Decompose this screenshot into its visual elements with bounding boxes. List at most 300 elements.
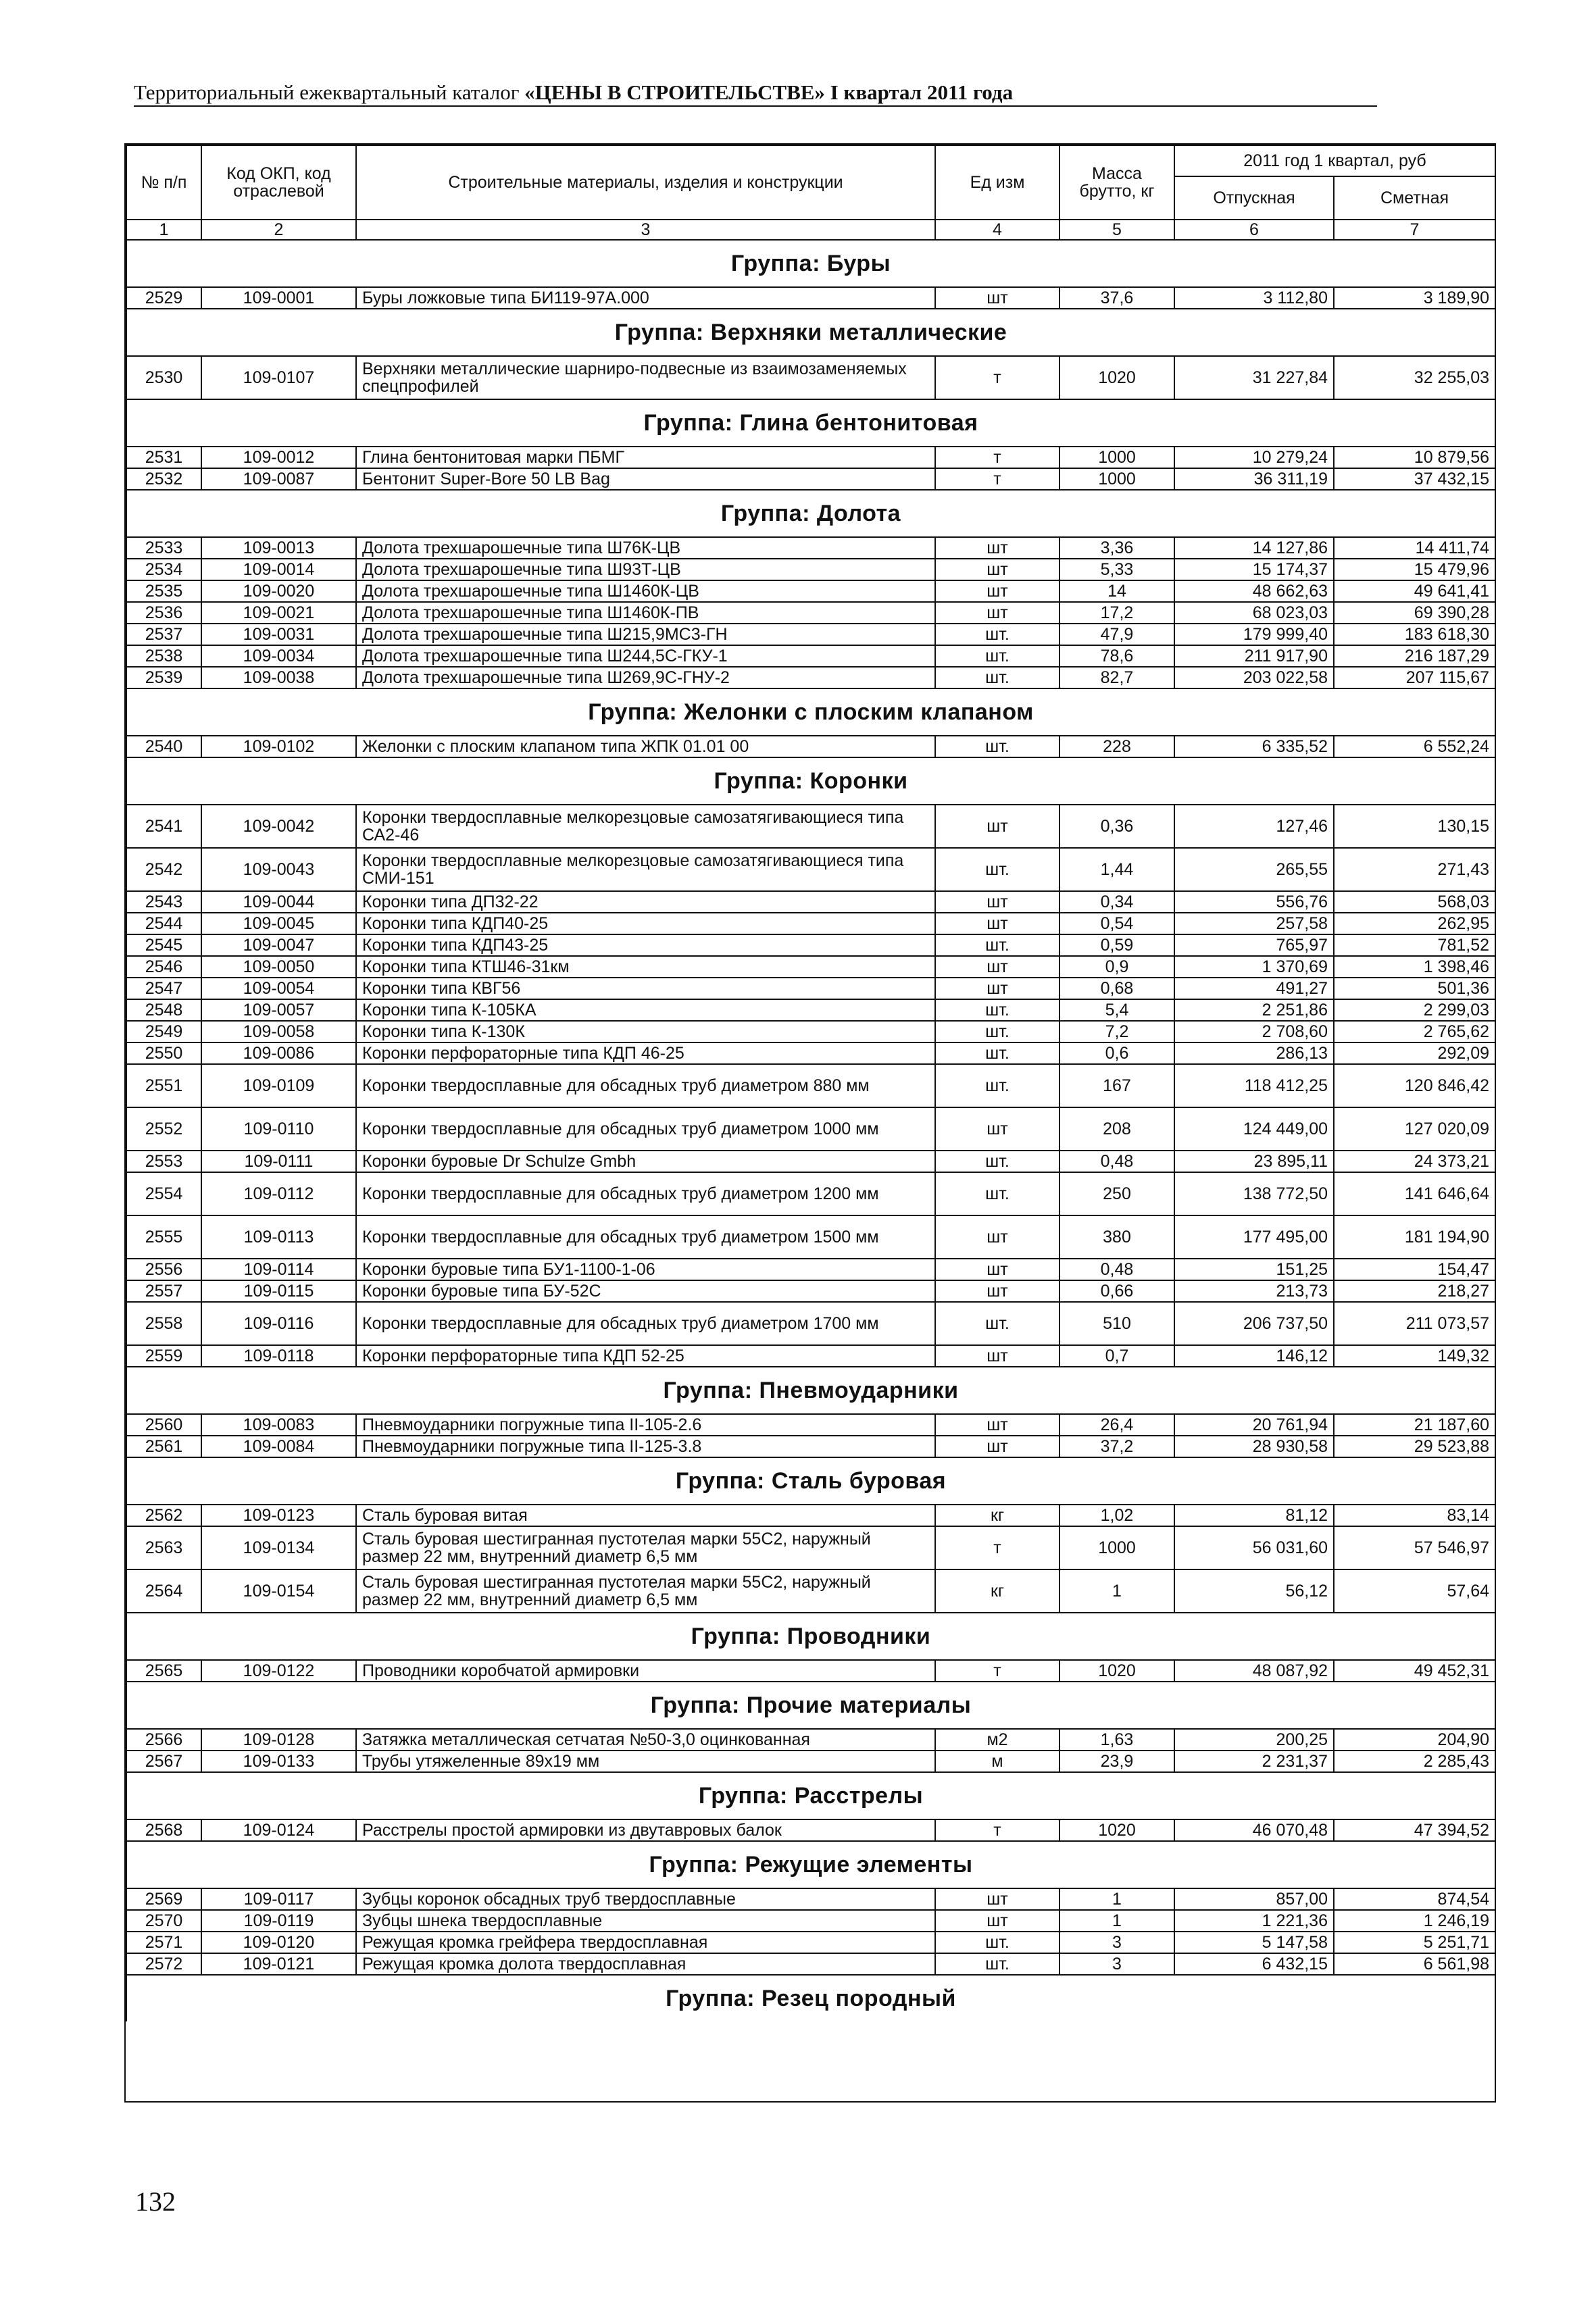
cell-unit: шт. bbox=[935, 1953, 1059, 1975]
group-row bbox=[126, 490, 1495, 537]
cell-estimate-price: 568,03 bbox=[1334, 891, 1495, 913]
price-table bbox=[126, 145, 1496, 2021]
cell-release-price: 68 023,03 bbox=[1174, 602, 1334, 624]
cell-number: 2564 bbox=[126, 1569, 201, 1613]
cell-estimate-price: 271,43 bbox=[1334, 848, 1495, 891]
cell-unit: шт. bbox=[935, 645, 1059, 667]
cell-code: 109-0014 bbox=[201, 559, 356, 580]
cell-release-price: 5 147,58 bbox=[1174, 1932, 1334, 1953]
col-index-6: 6 bbox=[1174, 220, 1334, 240]
cell-unit: шт bbox=[935, 1280, 1059, 1302]
cell-estimate-price: 781,52 bbox=[1334, 934, 1495, 956]
cell-number: 2531 bbox=[126, 447, 201, 468]
cell-unit: шт. bbox=[935, 624, 1059, 645]
cell-code: 109-0113 bbox=[201, 1215, 356, 1259]
cell-mass: 82,7 bbox=[1059, 667, 1174, 688]
cell-unit: шт bbox=[935, 580, 1059, 602]
cell-code: 109-0128 bbox=[201, 1729, 356, 1751]
cell-code: 109-0118 bbox=[201, 1345, 356, 1367]
cell-unit: т bbox=[935, 1526, 1059, 1569]
cell-unit: т bbox=[935, 1819, 1059, 1841]
cell-code: 109-0121 bbox=[201, 1953, 356, 1975]
cell-release-price: 257,58 bbox=[1174, 913, 1334, 934]
cell-release-price: 213,73 bbox=[1174, 1280, 1334, 1302]
cell-estimate-price: 3 189,90 bbox=[1334, 287, 1495, 309]
cell-number: 2544 bbox=[126, 913, 201, 934]
table-row bbox=[126, 537, 1495, 559]
table-row bbox=[126, 1151, 1495, 1172]
cell-unit: шт. bbox=[935, 999, 1059, 1021]
cell-mass: 167 bbox=[1059, 1064, 1174, 1107]
cell-estimate-price: 37 432,15 bbox=[1334, 468, 1495, 490]
cell-mass: 3,36 bbox=[1059, 537, 1174, 559]
table-row bbox=[126, 1932, 1495, 1953]
cell-release-price: 286,13 bbox=[1174, 1042, 1334, 1064]
cell-mass: 37,2 bbox=[1059, 1436, 1174, 1457]
cell-number: 2546 bbox=[126, 956, 201, 978]
cell-mass: 380 bbox=[1059, 1215, 1174, 1259]
cell-name: Коронки твердосплавные для обсадных труб диаметром 1500 мм bbox=[356, 1215, 935, 1259]
header-part1: Территориальный ежеквартальный каталог bbox=[134, 80, 525, 104]
table-row bbox=[126, 356, 1495, 399]
cell-unit: т bbox=[935, 468, 1059, 490]
cell-unit: шт bbox=[935, 978, 1059, 999]
cell-code: 109-0111 bbox=[201, 1151, 356, 1172]
cell-mass: 0,59 bbox=[1059, 934, 1174, 956]
cell-mass: 1020 bbox=[1059, 1819, 1174, 1841]
col-num-header: № п/п bbox=[126, 145, 201, 220]
cell-number: 2537 bbox=[126, 624, 201, 645]
table-row bbox=[126, 736, 1495, 757]
cell-number: 2569 bbox=[126, 1888, 201, 1910]
cell-release-price: 15 174,37 bbox=[1174, 559, 1334, 580]
group-row bbox=[126, 1682, 1495, 1729]
table-row bbox=[126, 1751, 1495, 1772]
cell-release-price: 1 370,69 bbox=[1174, 956, 1334, 978]
cell-code: 109-0112 bbox=[201, 1172, 356, 1215]
cell-mass: 14 bbox=[1059, 580, 1174, 602]
table-row bbox=[126, 1910, 1495, 1932]
cell-unit: шт bbox=[935, 559, 1059, 580]
table-row bbox=[126, 1819, 1495, 1841]
cell-name: Коронки перфораторные типа КДП 52-25 bbox=[356, 1345, 935, 1367]
cell-mass: 208 bbox=[1059, 1107, 1174, 1151]
cell-mass: 0,48 bbox=[1059, 1259, 1174, 1280]
cell-name: Глина бентонитовая марки ПБМГ bbox=[356, 447, 935, 468]
cell-name: Коронки типа КДП40-25 bbox=[356, 913, 935, 934]
cell-release-price: 56 031,60 bbox=[1174, 1526, 1334, 1569]
cell-number: 2568 bbox=[126, 1819, 201, 1841]
table-row bbox=[126, 978, 1495, 999]
cell-number: 2541 bbox=[126, 805, 201, 848]
cell-release-price: 20 761,94 bbox=[1174, 1414, 1334, 1436]
cell-mass: 17,2 bbox=[1059, 602, 1174, 624]
cell-code: 109-0031 bbox=[201, 624, 356, 645]
table-row bbox=[126, 624, 1495, 645]
cell-mass: 0,36 bbox=[1059, 805, 1174, 848]
cell-release-price: 81,12 bbox=[1174, 1505, 1334, 1526]
cell-unit: шт bbox=[935, 1259, 1059, 1280]
cell-estimate-price: 183 618,30 bbox=[1334, 624, 1495, 645]
table-row bbox=[126, 1505, 1495, 1526]
col-index-1: 1 bbox=[126, 220, 201, 240]
cell-mass: 5,33 bbox=[1059, 559, 1174, 580]
cell-release-price: 56,12 bbox=[1174, 1569, 1334, 1613]
group-title: Группа: Желонки с плоским клапаном bbox=[126, 688, 1495, 736]
cell-number: 2554 bbox=[126, 1172, 201, 1215]
group-title: Группа: Пневмоударники bbox=[126, 1367, 1495, 1414]
cell-name: Коронки типа К-105КА bbox=[356, 999, 935, 1021]
cell-estimate-price: 83,14 bbox=[1334, 1505, 1495, 1526]
cell-name: Коронки типа КДП43-25 bbox=[356, 934, 935, 956]
cell-estimate-price: 141 646,64 bbox=[1334, 1172, 1495, 1215]
cell-code: 109-0050 bbox=[201, 956, 356, 978]
cell-code: 109-0034 bbox=[201, 645, 356, 667]
cell-number: 2549 bbox=[126, 1021, 201, 1042]
cell-name: Расстрелы простой армировки из двутавровых балок bbox=[356, 1819, 935, 1841]
cell-estimate-price: 207 115,67 bbox=[1334, 667, 1495, 688]
cell-number: 2542 bbox=[126, 848, 201, 891]
group-title: Группа: Долота bbox=[126, 490, 1495, 537]
cell-name: Зубцы коронок обсадных труб твердосплавные bbox=[356, 1888, 935, 1910]
table-header bbox=[126, 145, 1495, 240]
table-row bbox=[126, 1215, 1495, 1259]
group-row bbox=[126, 399, 1495, 447]
cell-estimate-price: 14 411,74 bbox=[1334, 537, 1495, 559]
group-row bbox=[126, 757, 1495, 805]
cell-estimate-price: 130,15 bbox=[1334, 805, 1495, 848]
cell-estimate-price: 2 765,62 bbox=[1334, 1021, 1495, 1042]
cell-release-price: 46 070,48 bbox=[1174, 1819, 1334, 1841]
cell-release-price: 556,76 bbox=[1174, 891, 1334, 913]
group-row bbox=[126, 1975, 1495, 2021]
col-index-5: 5 bbox=[1059, 220, 1174, 240]
cell-code: 109-0057 bbox=[201, 999, 356, 1021]
cell-number: 2532 bbox=[126, 468, 201, 490]
cell-estimate-price: 32 255,03 bbox=[1334, 356, 1495, 399]
cell-estimate-price: 154,47 bbox=[1334, 1259, 1495, 1280]
cell-mass: 37,6 bbox=[1059, 287, 1174, 309]
cell-estimate-price: 874,54 bbox=[1334, 1888, 1495, 1910]
cell-release-price: 1 221,36 bbox=[1174, 1910, 1334, 1932]
cell-unit: шт. bbox=[935, 1302, 1059, 1345]
cell-number: 2566 bbox=[126, 1729, 201, 1751]
cell-release-price: 3 112,80 bbox=[1174, 287, 1334, 309]
cell-mass: 228 bbox=[1059, 736, 1174, 757]
cell-code: 109-0001 bbox=[201, 287, 356, 309]
group-row bbox=[126, 1841, 1495, 1888]
group-title: Группа: Прочие материалы bbox=[126, 1682, 1495, 1729]
cell-release-price: 36 311,19 bbox=[1174, 468, 1334, 490]
col-mass-header: Масса брутто, кг bbox=[1059, 145, 1174, 220]
cell-estimate-price: 49 641,41 bbox=[1334, 580, 1495, 602]
cell-code: 109-0042 bbox=[201, 805, 356, 848]
cell-mass: 1020 bbox=[1059, 1660, 1174, 1682]
cell-release-price: 127,46 bbox=[1174, 805, 1334, 848]
cell-name: Коронки твердосплавные для обсадных труб диаметром 1700 мм bbox=[356, 1302, 935, 1345]
price-table-frame bbox=[124, 143, 1496, 2103]
cell-mass: 7,2 bbox=[1059, 1021, 1174, 1042]
cell-unit: шт bbox=[935, 1910, 1059, 1932]
table-row bbox=[126, 1042, 1495, 1064]
table-row bbox=[126, 559, 1495, 580]
cell-name: Долота трехшарошечные типа Ш269,9С-ГНУ-2 bbox=[356, 667, 935, 688]
cell-release-price: 48 087,92 bbox=[1174, 1660, 1334, 1682]
cell-number: 2565 bbox=[126, 1660, 201, 1682]
cell-code: 109-0110 bbox=[201, 1107, 356, 1151]
cell-code: 109-0124 bbox=[201, 1819, 356, 1841]
col-unit-header: Ед изм bbox=[935, 145, 1059, 220]
cell-number: 2529 bbox=[126, 287, 201, 309]
cell-estimate-price: 2 285,43 bbox=[1334, 1751, 1495, 1772]
cell-unit: шт. bbox=[935, 934, 1059, 956]
cell-unit: шт. bbox=[935, 1064, 1059, 1107]
cell-mass: 1000 bbox=[1059, 1526, 1174, 1569]
cell-unit: кг bbox=[935, 1569, 1059, 1613]
cell-release-price: 200,25 bbox=[1174, 1729, 1334, 1751]
cell-unit: шт. bbox=[935, 736, 1059, 757]
cell-name: Проводники коробчатой армировки bbox=[356, 1660, 935, 1682]
group-title: Группа: Верхняки металлические bbox=[126, 309, 1495, 356]
group-row bbox=[126, 688, 1495, 736]
cell-code: 109-0123 bbox=[201, 1505, 356, 1526]
table-row bbox=[126, 1064, 1495, 1107]
table-row bbox=[126, 602, 1495, 624]
table-row bbox=[126, 1888, 1495, 1910]
cell-code: 109-0102 bbox=[201, 736, 356, 757]
cell-name: Коронки твердосплавные для обсадных труб диаметром 1200 мм bbox=[356, 1172, 935, 1215]
cell-name: Коронки типа КВГ56 bbox=[356, 978, 935, 999]
cell-estimate-price: 204,90 bbox=[1334, 1729, 1495, 1751]
table-row bbox=[126, 913, 1495, 934]
cell-release-price: 2 251,86 bbox=[1174, 999, 1334, 1021]
cell-estimate-price: 69 390,28 bbox=[1334, 602, 1495, 624]
table-row bbox=[126, 1259, 1495, 1280]
cell-estimate-price: 127 020,09 bbox=[1334, 1107, 1495, 1151]
cell-code: 109-0114 bbox=[201, 1259, 356, 1280]
cell-mass: 1,02 bbox=[1059, 1505, 1174, 1526]
table-row bbox=[126, 934, 1495, 956]
cell-unit: шт. bbox=[935, 1021, 1059, 1042]
cell-number: 2535 bbox=[126, 580, 201, 602]
cell-unit: шт bbox=[935, 1345, 1059, 1367]
cell-unit: шт. bbox=[935, 667, 1059, 688]
cell-name: Коронки буровые Dr Schulze Gmbh bbox=[356, 1151, 935, 1172]
cell-code: 109-0012 bbox=[201, 447, 356, 468]
cell-mass: 26,4 bbox=[1059, 1414, 1174, 1436]
cell-code: 109-0054 bbox=[201, 978, 356, 999]
cell-release-price: 203 022,58 bbox=[1174, 667, 1334, 688]
cell-unit: шт bbox=[935, 805, 1059, 848]
cell-release-price: 177 495,00 bbox=[1174, 1215, 1334, 1259]
cell-mass: 3 bbox=[1059, 1932, 1174, 1953]
table-row bbox=[126, 1280, 1495, 1302]
cell-unit: шт bbox=[935, 1215, 1059, 1259]
cell-estimate-price: 57 546,97 bbox=[1334, 1526, 1495, 1569]
cell-number: 2561 bbox=[126, 1436, 201, 1457]
cell-release-price: 138 772,50 bbox=[1174, 1172, 1334, 1215]
cell-mass: 47,9 bbox=[1059, 624, 1174, 645]
cell-name: Пневмоударники погружные типа II-105-2.6 bbox=[356, 1414, 935, 1436]
col-estimate-header: Сметная bbox=[1334, 176, 1495, 220]
cell-mass: 250 bbox=[1059, 1172, 1174, 1215]
cell-release-price: 211 917,90 bbox=[1174, 645, 1334, 667]
group-title: Группа: Проводники bbox=[126, 1613, 1495, 1660]
cell-number: 2563 bbox=[126, 1526, 201, 1569]
cell-unit: т bbox=[935, 447, 1059, 468]
cell-code: 109-0122 bbox=[201, 1660, 356, 1682]
cell-code: 109-0083 bbox=[201, 1414, 356, 1436]
col-index-2: 2 bbox=[201, 220, 356, 240]
group-title: Группа: Расстрелы bbox=[126, 1772, 1495, 1819]
cell-unit: шт bbox=[935, 891, 1059, 913]
cell-unit: шт bbox=[935, 956, 1059, 978]
cell-mass: 1000 bbox=[1059, 447, 1174, 468]
col-release-header: Отпускная bbox=[1174, 176, 1334, 220]
table-row bbox=[126, 1436, 1495, 1457]
cell-name: Коронки типа К-130К bbox=[356, 1021, 935, 1042]
cell-number: 2570 bbox=[126, 1910, 201, 1932]
cell-name: Коронки типа ДП32-22 bbox=[356, 891, 935, 913]
table-row bbox=[126, 1021, 1495, 1042]
cell-number: 2536 bbox=[126, 602, 201, 624]
cell-mass: 510 bbox=[1059, 1302, 1174, 1345]
cell-code: 109-0109 bbox=[201, 1064, 356, 1107]
cell-unit: шт bbox=[935, 1436, 1059, 1457]
cell-estimate-price: 218,27 bbox=[1334, 1280, 1495, 1302]
cell-release-price: 31 227,84 bbox=[1174, 356, 1334, 399]
cell-unit: шт. bbox=[935, 1042, 1059, 1064]
cell-release-price: 765,97 bbox=[1174, 934, 1334, 956]
cell-code: 109-0043 bbox=[201, 848, 356, 891]
table-row bbox=[126, 1660, 1495, 1682]
cell-estimate-price: 1 246,19 bbox=[1334, 1910, 1495, 1932]
cell-code: 109-0115 bbox=[201, 1280, 356, 1302]
cell-estimate-price: 57,64 bbox=[1334, 1569, 1495, 1613]
cell-name: Долота трехшарошечные типа Ш93Т-ЦВ bbox=[356, 559, 935, 580]
cell-number: 2543 bbox=[126, 891, 201, 913]
cell-mass: 1 bbox=[1059, 1910, 1174, 1932]
cell-name: Буры ложковые типа БИ119-97А.000 bbox=[356, 287, 935, 309]
cell-estimate-price: 211 073,57 bbox=[1334, 1302, 1495, 1345]
cell-estimate-price: 49 452,31 bbox=[1334, 1660, 1495, 1682]
cell-estimate-price: 5 251,71 bbox=[1334, 1932, 1495, 1953]
cell-name: Коронки твердосплавные для обсадных труб диаметром 1000 мм bbox=[356, 1107, 935, 1151]
cell-estimate-price: 6 561,98 bbox=[1334, 1953, 1495, 1975]
cell-name: Пневмоударники погружные типа II-125-3.8 bbox=[356, 1436, 935, 1457]
table-row bbox=[126, 1107, 1495, 1151]
cell-release-price: 206 737,50 bbox=[1174, 1302, 1334, 1345]
cell-release-price: 23 895,11 bbox=[1174, 1151, 1334, 1172]
cell-unit: шт. bbox=[935, 1932, 1059, 1953]
col-period-header: 2011 год 1 квартал, руб bbox=[1174, 145, 1495, 176]
cell-number: 2533 bbox=[126, 537, 201, 559]
cell-mass: 0,68 bbox=[1059, 978, 1174, 999]
cell-number: 2572 bbox=[126, 1953, 201, 1975]
cell-number: 2539 bbox=[126, 667, 201, 688]
cell-estimate-price: 1 398,46 bbox=[1334, 956, 1495, 978]
cell-name: Зубцы шнека твердосплавные bbox=[356, 1910, 935, 1932]
cell-code: 109-0120 bbox=[201, 1932, 356, 1953]
cell-mass: 3 bbox=[1059, 1953, 1174, 1975]
cell-name: Коронки буровые типа БУ-52С bbox=[356, 1280, 935, 1302]
cell-estimate-price: 24 373,21 bbox=[1334, 1151, 1495, 1172]
cell-mass: 1 bbox=[1059, 1569, 1174, 1613]
cell-name: Коронки твердосплавные для обсадных труб диаметром 880 мм bbox=[356, 1064, 935, 1107]
cell-estimate-price: 149,32 bbox=[1334, 1345, 1495, 1367]
cell-mass: 23,9 bbox=[1059, 1751, 1174, 1772]
cell-number: 2534 bbox=[126, 559, 201, 580]
cell-name: Верхняки металлические шарниро-подвесные из взаимозаменяемых спецпрофилей bbox=[356, 356, 935, 399]
table-row bbox=[126, 999, 1495, 1021]
table-row bbox=[126, 1953, 1495, 1975]
cell-code: 109-0084 bbox=[201, 1436, 356, 1457]
cell-estimate-price: 47 394,52 bbox=[1334, 1819, 1495, 1841]
cell-name: Коронки твердосплавные мелкорезцовые самозатягивающиеся типа СА2-46 bbox=[356, 805, 935, 848]
cell-mass: 1 bbox=[1059, 1888, 1174, 1910]
col-index-4: 4 bbox=[935, 220, 1059, 240]
cell-number: 2552 bbox=[126, 1107, 201, 1151]
group-row bbox=[126, 240, 1495, 287]
cell-estimate-price: 501,36 bbox=[1334, 978, 1495, 999]
cell-number: 2553 bbox=[126, 1151, 201, 1172]
cell-estimate-price: 292,09 bbox=[1334, 1042, 1495, 1064]
cell-unit: шт bbox=[935, 1414, 1059, 1436]
cell-release-price: 265,55 bbox=[1174, 848, 1334, 891]
cell-unit: шт. bbox=[935, 1172, 1059, 1215]
cell-number: 2560 bbox=[126, 1414, 201, 1436]
cell-estimate-price: 29 523,88 bbox=[1334, 1436, 1495, 1457]
cell-unit: шт bbox=[935, 602, 1059, 624]
table-body bbox=[126, 240, 1495, 2021]
cell-unit: шт bbox=[935, 1888, 1059, 1910]
table-row bbox=[126, 848, 1495, 891]
cell-mass: 5,4 bbox=[1059, 999, 1174, 1021]
catalog-header bbox=[134, 80, 1377, 107]
cell-name: Бентонит Super-Bore 50 LB Bag bbox=[356, 468, 935, 490]
cell-estimate-price: 10 879,56 bbox=[1334, 447, 1495, 468]
cell-estimate-price: 120 846,42 bbox=[1334, 1064, 1495, 1107]
cell-unit: кг bbox=[935, 1505, 1059, 1526]
table-row bbox=[126, 667, 1495, 688]
col-index-7: 7 bbox=[1334, 220, 1495, 240]
table-row bbox=[126, 1345, 1495, 1367]
cell-release-price: 48 662,63 bbox=[1174, 580, 1334, 602]
cell-code: 109-0044 bbox=[201, 891, 356, 913]
cell-number: 2548 bbox=[126, 999, 201, 1021]
cell-mass: 0,34 bbox=[1059, 891, 1174, 913]
cell-code: 109-0047 bbox=[201, 934, 356, 956]
cell-name: Режущая кромка грейфера твердосплавная bbox=[356, 1932, 935, 1953]
cell-number: 2562 bbox=[126, 1505, 201, 1526]
table-row bbox=[126, 645, 1495, 667]
cell-release-price: 6 335,52 bbox=[1174, 736, 1334, 757]
cell-name: Коронки перфораторные типа КДП 46-25 bbox=[356, 1042, 935, 1064]
cell-unit: м2 bbox=[935, 1729, 1059, 1751]
table-row bbox=[126, 1414, 1495, 1436]
cell-number: 2558 bbox=[126, 1302, 201, 1345]
cell-unit: шт bbox=[935, 913, 1059, 934]
cell-estimate-price: 262,95 bbox=[1334, 913, 1495, 934]
cell-unit: шт. bbox=[935, 1151, 1059, 1172]
cell-name: Коронки типа КТШ46-31км bbox=[356, 956, 935, 978]
cell-code: 109-0086 bbox=[201, 1042, 356, 1064]
cell-unit: т bbox=[935, 356, 1059, 399]
cell-code: 109-0107 bbox=[201, 356, 356, 399]
cell-estimate-price: 21 187,60 bbox=[1334, 1414, 1495, 1436]
cell-release-price: 179 999,40 bbox=[1174, 624, 1334, 645]
cell-unit: шт. bbox=[935, 848, 1059, 891]
